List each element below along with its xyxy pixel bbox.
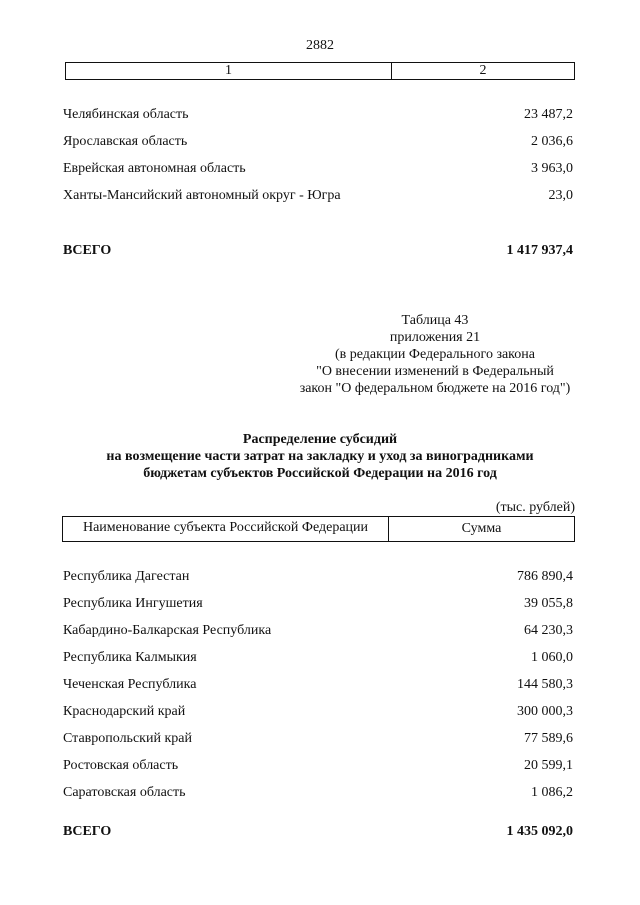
table-row — [63, 595, 573, 613]
region-value: 786 890,4 — [517, 569, 573, 584]
table-row — [63, 703, 573, 721]
total-value: 1 435 092,0 — [506, 824, 573, 839]
column-number-2: 2 — [479, 63, 487, 78]
unit-label: (тыс. рублей) — [495, 500, 575, 515]
document-title — [0, 431, 640, 482]
total-label: ВСЕГО — [63, 824, 112, 839]
table-row — [63, 622, 573, 640]
region-value: 1 060,0 — [531, 650, 573, 665]
region-name: Ярославская область — [63, 134, 188, 149]
region-name: Республика Дагестан — [63, 569, 190, 584]
appendix-line: Таблица 43 — [401, 313, 469, 328]
appendix-reference — [290, 312, 580, 397]
table-row — [63, 133, 573, 151]
region-name: Республика Ингушетия — [63, 596, 203, 611]
region-name: Краснодарский край — [63, 704, 186, 719]
region-name: Ростовская область — [63, 758, 179, 773]
total-label: ВСЕГО — [63, 243, 112, 258]
title-line: Распределение субсидий — [242, 432, 398, 447]
top-total-row — [63, 242, 573, 260]
region-value: 23 487,2 — [524, 107, 573, 122]
region-value: 20 599,1 — [524, 758, 573, 773]
region-value: 3 963,0 — [531, 161, 573, 176]
table-row — [63, 676, 573, 694]
page-number: 2882 — [306, 38, 334, 53]
table-row — [63, 730, 573, 748]
region-name: Саратовская область — [63, 785, 186, 800]
column-header — [62, 516, 575, 542]
region-value: 1 086,2 — [531, 785, 573, 800]
region-name: Еврейская автономная область — [63, 161, 246, 176]
region-name: Ставропольский край — [63, 731, 192, 746]
title-line: бюджетам субъектов Российской Федерации на 2016 год — [143, 466, 497, 481]
region-name: Кабардино-Балкарская Республика — [63, 623, 272, 638]
region-value: 300 000,3 — [517, 704, 573, 719]
title-line: на возмещение части затрат на закладку и уход за виноградниками — [106, 449, 534, 464]
top-table-header — [65, 62, 575, 80]
region-value: 2 036,6 — [531, 134, 573, 149]
table-row — [63, 784, 573, 802]
column-header-name: Наименование субъекта Российской Федерации — [63, 517, 389, 541]
region-name: Ханты-Мансийский автономный округ - Югра — [63, 188, 341, 203]
appendix-line: закон "О федеральном бюджете на 2016 год") — [299, 381, 571, 396]
appendix-line: (в редакции Федерального закона — [335, 347, 535, 362]
total-value: 1 417 937,4 — [506, 243, 573, 258]
column-number-1: 1 — [66, 63, 392, 79]
region-value: 39 055,8 — [524, 596, 573, 611]
region-name: Челябинская область — [63, 107, 189, 122]
table-row — [63, 757, 573, 775]
appendix-line: приложения 21 — [389, 330, 481, 345]
table-row — [63, 568, 573, 586]
region-value: 144 580,3 — [517, 677, 573, 692]
table-row — [63, 187, 573, 205]
column-header-sum: Сумма — [461, 521, 502, 536]
region-value: 23,0 — [548, 188, 573, 203]
total-row — [63, 823, 573, 841]
region-value: 64 230,3 — [524, 623, 573, 638]
table-row — [63, 106, 573, 124]
table-row — [63, 649, 573, 667]
table-row — [63, 160, 573, 178]
appendix-line: "О внесении изменений в Федеральный — [316, 364, 554, 379]
region-name: Чеченская Республика — [63, 677, 197, 692]
region-name: Республика Калмыкия — [63, 650, 197, 665]
region-value: 77 589,6 — [524, 731, 573, 746]
